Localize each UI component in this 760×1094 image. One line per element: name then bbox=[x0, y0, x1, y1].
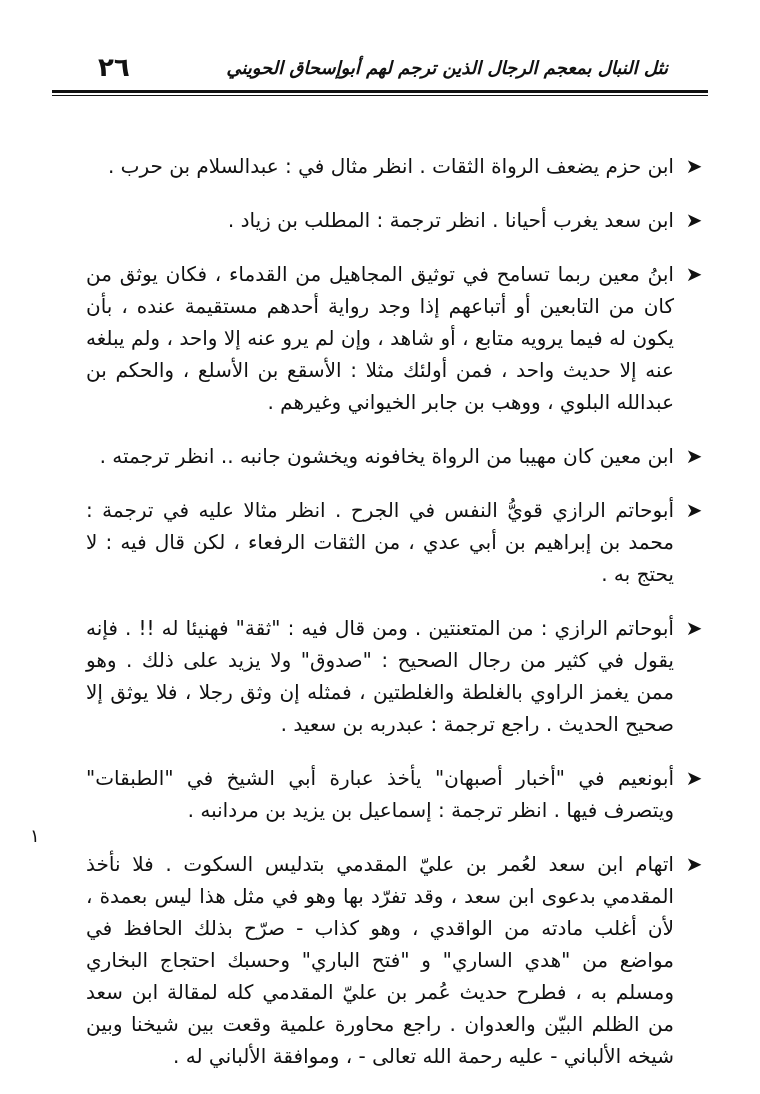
entry-text: اتهام ابن سعد لعُمر بن عليّ المقدمي بتدليس السكوت . فلا نأخذ المقدمي بدعوى ابن سعد ، وقد تفرّد بها وهو في مثل هذا ليس بعمدة ، لأن أغلب مادته من الواقدي ، وهو كذاب - صرّح بذلك الحافظ في مواضع من "هدي الساري" و "فتح الباري" وحسبك احتجاج البخاري ومسلم به ، فطرح حديث عُمر بن عليّ المقدمي كله لمقالة ابن سعد من الظلم البيّن والعدوان . راجع محاورة علمية وقعت بين شيخنا وبين شيخه الألباني - عليه رحمة الله تعالى - ، وموافقة الألباني له . bbox=[86, 852, 674, 1068]
arrow-bullet-icon: ➤ bbox=[685, 852, 703, 876]
list-item bbox=[86, 848, 714, 1072]
arrow-bullet-icon: ➤ bbox=[685, 444, 703, 468]
arrow-bullet-icon: ➤ bbox=[685, 616, 703, 640]
arrow-bullet-icon: ➤ bbox=[685, 154, 703, 178]
entry-text: ابن معين كان مهيبا من الرواة يخافونه ويخشون جانبه .. انظر ترجمته . bbox=[99, 444, 674, 468]
list-item bbox=[86, 204, 714, 236]
running-title: نثل النبال بمعجم الرجال الذين ترجم لهم أبوإسحاق الحويني bbox=[226, 57, 668, 79]
entry-text: ابن حزم يضعف الرواة الثقات . انظر مثال في : عبدالسلام بن حرب . bbox=[107, 154, 674, 178]
entry-text: أبوحاتم الرازي : من المتعنتين . ومن قال فيه : "ثقة" فهنيئا له !! . فإنه يقول في كثير من رجال الصحيح : "صدوق" ولا يزيد على ذلك . وهو ممن يغمز الراوي بالغلطة والغلطتين ، فمثله إن وثق رجلا ، فلا يوثق إلا صحيح الحديث . راجع ترجمة : عبدربه بن سعيد . bbox=[86, 616, 674, 736]
arrow-bullet-icon: ➤ bbox=[685, 766, 703, 790]
list-item bbox=[86, 762, 714, 826]
entry-text: أبونعيم في "أخبار أصبهان" يأخذ عبارة أبي الشيخ في "الطبقات" ويتصرف فيها . انظر ترجمة : إسماعيل بن يزيد بن مردانبه . bbox=[86, 766, 674, 822]
list-item bbox=[86, 258, 714, 418]
header-rule-thick bbox=[52, 90, 708, 93]
list-item bbox=[86, 150, 714, 182]
page-number: ٢٦ bbox=[98, 53, 130, 83]
arrow-bullet-icon: ➤ bbox=[685, 498, 703, 522]
entry-text: أبوحاتم الرازي قويُّ النفس في الجرح . انظر مثالا عليه في ترجمة : محمد بن إبراهيم بن أبي عدي ، من الثقات الرفعاء ، لكن قال فيه : لا يحتج به . bbox=[86, 498, 674, 586]
header-rule-thin bbox=[52, 95, 708, 96]
entry-list bbox=[86, 150, 714, 1094]
list-item bbox=[86, 440, 714, 472]
list-item bbox=[86, 494, 714, 590]
entry-text: ابنُ معين ربما تسامح في توثيق المجاهيل من القدماء ، فكان يوثق من كان من التابعين أو أتباعهم إذا وجد رواية أحدهم مستقيمة عنده ، بأن يكون له فيما يرويه متابع ، أو شاهد ، وإن لم يرو عنه إلا واحد ، ولم يبلغه عنه إلا حديث واحد ، فمن أولئك مثلا : الأسقع بن الأسلع ، والحكم بن عبدالله البلوي ، ووهب بن جابر الخيواني وغيرهم . bbox=[86, 262, 674, 414]
page-header bbox=[98, 50, 668, 86]
entry-text: ابن سعد يغرب أحيانا . انظر ترجمة : المطلب بن زياد . bbox=[227, 208, 674, 232]
arrow-bullet-icon: ➤ bbox=[685, 208, 703, 232]
list-item bbox=[86, 612, 714, 740]
margin-mark: ١ bbox=[30, 826, 40, 847]
arrow-bullet-icon: ➤ bbox=[685, 262, 703, 286]
